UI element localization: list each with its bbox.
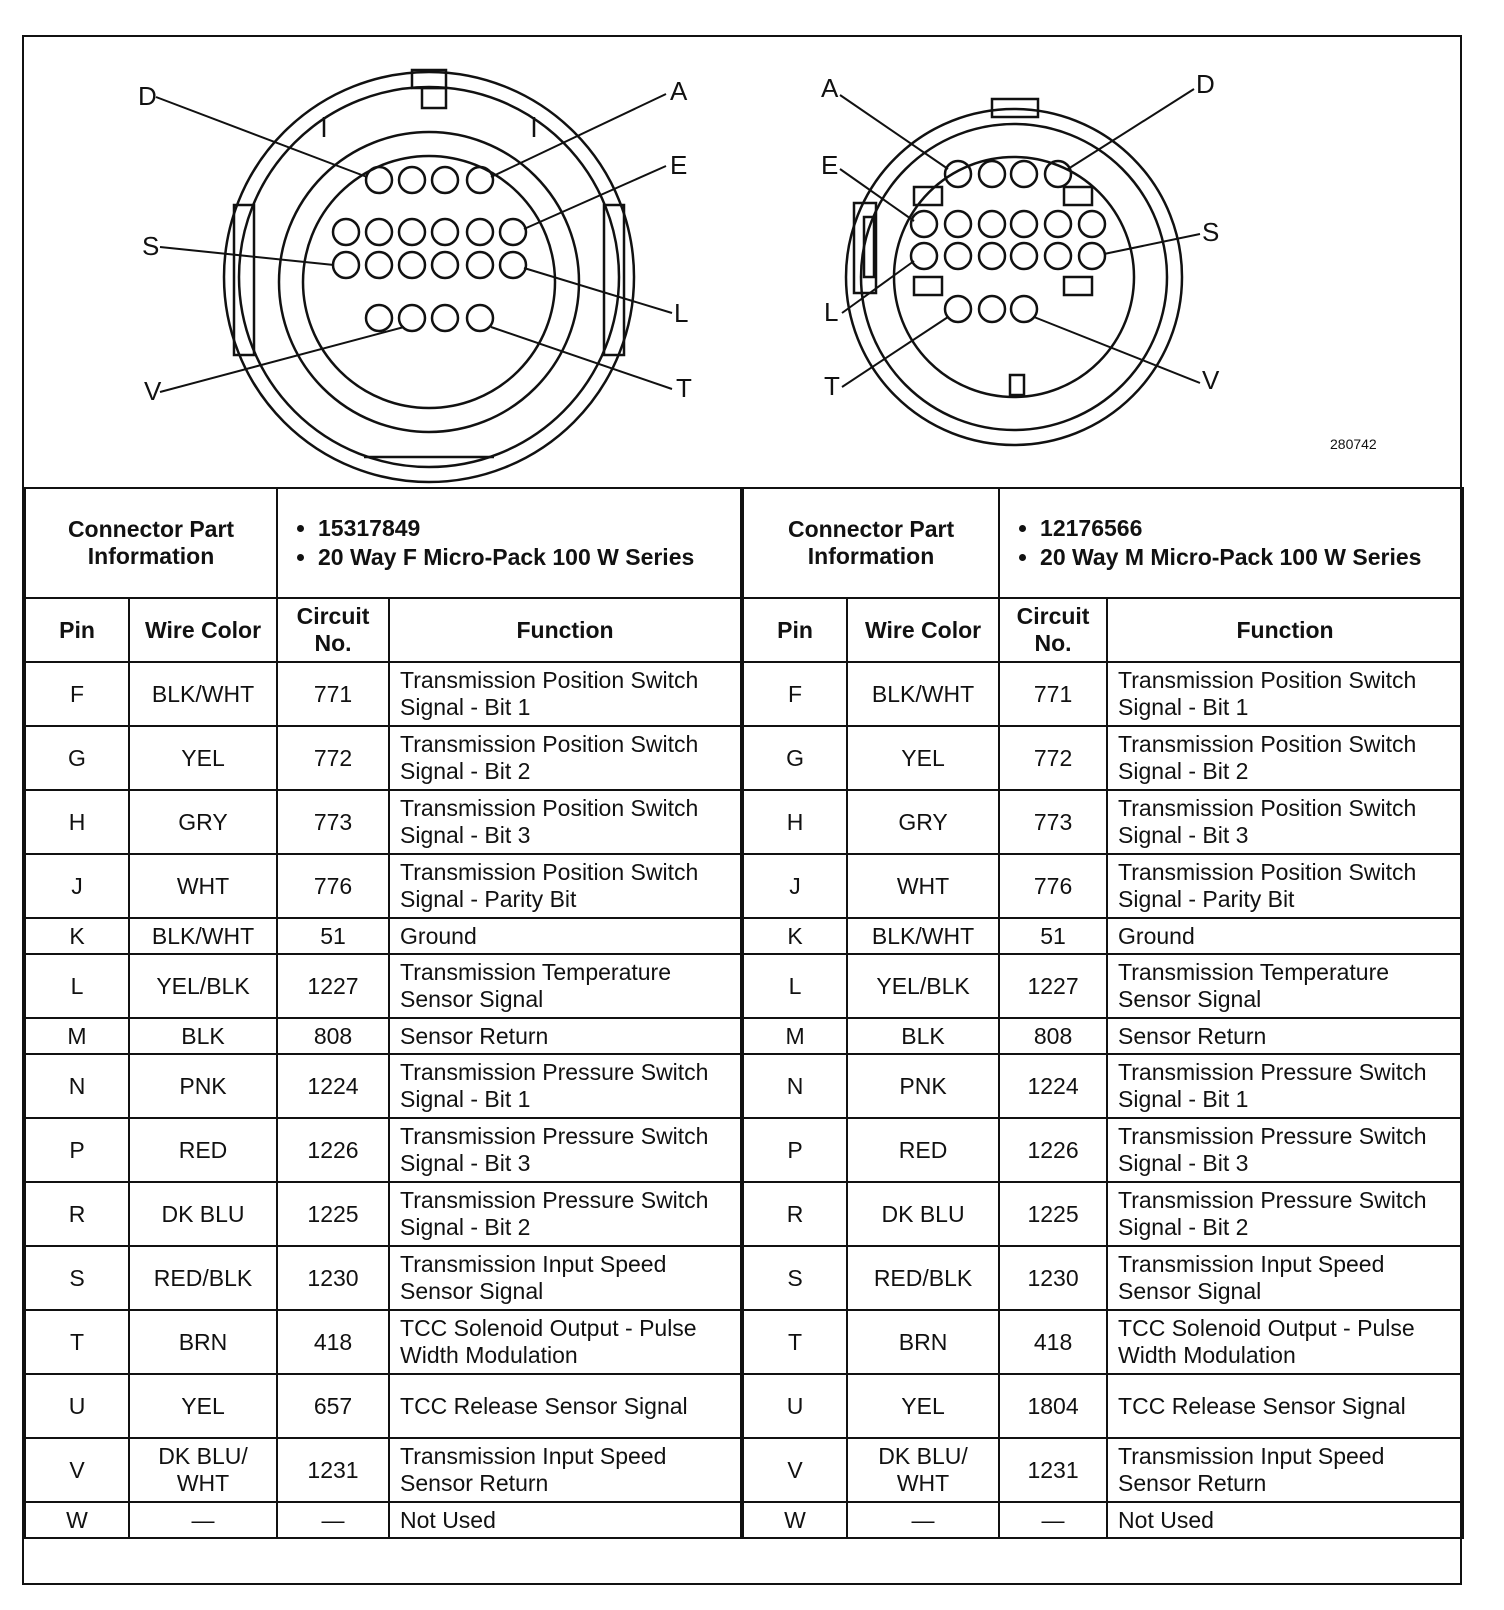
pin-hole xyxy=(1011,211,1037,237)
wire-color-cell: — xyxy=(129,1502,277,1538)
header-pin: Pin xyxy=(743,598,847,662)
pin-hole xyxy=(366,305,392,331)
leader-line xyxy=(524,268,672,313)
wire-color-cell: GRY xyxy=(129,790,277,854)
circuit-cell: 1227 xyxy=(277,954,389,1018)
table-row xyxy=(25,1310,741,1374)
wire-color-cell: BRN xyxy=(847,1310,999,1374)
function-cell: Ground xyxy=(1107,918,1463,954)
function-cell: TCC Solenoid Output - Pulse Width Modulation xyxy=(389,1310,741,1374)
circuit-cell: 51 xyxy=(277,918,389,954)
pin-cell: T xyxy=(743,1310,847,1374)
connector-diagram xyxy=(24,37,1460,487)
wire-color-cell: BLK/WHT xyxy=(129,918,277,954)
table-row xyxy=(25,1054,741,1118)
function-cell: Transmission Position Switch Signal - Parity Bit xyxy=(1107,854,1463,918)
left-table-body xyxy=(25,488,741,1538)
table-row xyxy=(743,854,1463,918)
circuit-cell: 773 xyxy=(277,790,389,854)
wire-color-cell: YEL xyxy=(129,1374,277,1438)
circuit-cell: 1224 xyxy=(277,1054,389,1118)
wire-color-cell: YEL/BLK xyxy=(129,954,277,1018)
circuit-cell: 418 xyxy=(999,1310,1107,1374)
pin-cell: P xyxy=(743,1118,847,1182)
part-number: • 15317849 xyxy=(318,515,730,542)
wire-color-cell: DK BLU/ WHT xyxy=(129,1438,277,1502)
function-cell: Transmission Pressure Switch Signal - Bit 1 xyxy=(1107,1054,1463,1118)
pin-hole xyxy=(1079,243,1105,269)
circuit-cell: 1804 xyxy=(999,1374,1107,1438)
pin-hole xyxy=(432,219,458,245)
circuit-cell: 1224 xyxy=(999,1054,1107,1118)
pin-cell: G xyxy=(743,726,847,790)
table-row xyxy=(25,854,741,918)
wire-color-cell: BLK/WHT xyxy=(847,662,999,726)
right-label-l: L xyxy=(824,297,839,327)
left-label-s: S xyxy=(142,231,160,261)
function-cell: Transmission Input Speed Sensor Signal xyxy=(389,1246,741,1310)
function-cell: Transmission Position Switch Signal - Bit 2 xyxy=(1107,726,1463,790)
pin-hole xyxy=(1045,243,1071,269)
pin-hole xyxy=(399,219,425,245)
function-cell: Not Used xyxy=(389,1502,741,1538)
pin-cell: R xyxy=(743,1182,847,1246)
table-row xyxy=(743,1246,1463,1310)
right-table-body xyxy=(743,488,1463,1538)
part-number: • 12176566 xyxy=(1040,515,1452,542)
header-pin: Pin xyxy=(25,598,129,662)
function-cell: Transmission Temperature Sensor Signal xyxy=(389,954,741,1018)
left-label-d: D xyxy=(138,81,157,111)
pin-cell: T xyxy=(25,1310,129,1374)
pin-hole xyxy=(366,252,392,278)
pin-cell: F xyxy=(743,662,847,726)
circuit-cell: 1226 xyxy=(277,1118,389,1182)
function-cell: Transmission Position Switch Signal - Bit 1 xyxy=(1107,662,1463,726)
circuit-cell: 808 xyxy=(999,1018,1107,1054)
table-row xyxy=(25,1018,741,1054)
table-row xyxy=(743,1118,1463,1182)
pin-cell: K xyxy=(743,918,847,954)
pin-hole xyxy=(467,219,493,245)
pin-hole xyxy=(467,252,493,278)
right-label-s: S xyxy=(1202,217,1220,247)
pin-cell: V xyxy=(25,1438,129,1502)
table-row xyxy=(25,790,741,854)
pin-hole xyxy=(1011,296,1037,322)
function-cell: Transmission Temperature Sensor Signal xyxy=(1107,954,1463,1018)
wire-color-cell: BLK/WHT xyxy=(129,662,277,726)
pin-hole xyxy=(979,161,1005,187)
wire-color-cell: — xyxy=(847,1502,999,1538)
table-row xyxy=(25,918,741,954)
wire-color-cell: BLK xyxy=(129,1018,277,1054)
wire-color-cell: DK BLU xyxy=(129,1182,277,1246)
circuit-cell: 773 xyxy=(999,790,1107,854)
circuit-cell: — xyxy=(999,1502,1107,1538)
leader-line xyxy=(491,327,672,389)
function-cell: Transmission Pressure Switch Signal - Bit 3 xyxy=(389,1118,741,1182)
wire-color-cell: DK BLU/ WHT xyxy=(847,1438,999,1502)
pin-hole xyxy=(467,305,493,331)
pin-hole xyxy=(500,252,526,278)
function-cell: TCC Release Sensor Signal xyxy=(389,1374,741,1438)
part-info xyxy=(277,488,741,598)
circuit-cell: 808 xyxy=(277,1018,389,1054)
pin-cell: F xyxy=(25,662,129,726)
pin-hole xyxy=(432,252,458,278)
pin-cell: J xyxy=(743,854,847,918)
right-pinout-table xyxy=(742,487,1464,1539)
wire-color-cell: YEL xyxy=(129,726,277,790)
circuit-cell: 1231 xyxy=(999,1438,1107,1502)
pin-cell: N xyxy=(25,1054,129,1118)
pin-cell: L xyxy=(25,954,129,1018)
table-row xyxy=(25,954,741,1018)
leader-line xyxy=(1104,234,1200,254)
circuit-cell: 1225 xyxy=(277,1182,389,1246)
pin-hole xyxy=(333,219,359,245)
pin-hole xyxy=(366,167,392,193)
circuit-cell: 771 xyxy=(277,662,389,726)
circuit-cell: 776 xyxy=(277,854,389,918)
table-row xyxy=(743,1054,1463,1118)
pin-cell: J xyxy=(25,854,129,918)
pin-cell: U xyxy=(743,1374,847,1438)
pin-cell: S xyxy=(743,1246,847,1310)
pin-cell: M xyxy=(25,1018,129,1054)
header-wire-color: Wire Color xyxy=(847,598,999,662)
right-label-e: E xyxy=(821,150,839,180)
wire-color-cell: RED xyxy=(129,1118,277,1182)
leader-line xyxy=(491,94,666,177)
wire-color-cell: RED/BLK xyxy=(847,1246,999,1310)
function-cell: Transmission Position Switch Signal - Bit 2 xyxy=(389,726,741,790)
header-circuit: Circuit No. xyxy=(999,598,1107,662)
pin-hole xyxy=(979,296,1005,322)
left-label-t: T xyxy=(676,373,692,403)
info-label: Connector Part Information xyxy=(743,488,999,598)
table-row xyxy=(743,1018,1463,1054)
function-cell: Transmission Position Switch Signal - Parity Bit xyxy=(389,854,741,918)
circuit-cell: 1225 xyxy=(999,1182,1107,1246)
circuit-cell: 772 xyxy=(999,726,1107,790)
header-wire-color: Wire Color xyxy=(129,598,277,662)
function-cell: Transmission Position Switch Signal - Bit 1 xyxy=(389,662,741,726)
left-label-v: V xyxy=(144,376,162,406)
pin-cell: N xyxy=(743,1054,847,1118)
pin-cell: H xyxy=(743,790,847,854)
pin-hole xyxy=(500,219,526,245)
function-cell: Transmission Pressure Switch Signal - Bit 2 xyxy=(389,1182,741,1246)
table-row xyxy=(743,1502,1463,1538)
pinout-tables xyxy=(24,487,1460,1539)
part-description: • 20 Way F Micro-Pack 100 W Series xyxy=(318,544,730,571)
pin-hole xyxy=(979,243,1005,269)
pin-cell: M xyxy=(743,1018,847,1054)
wire-color-cell: RED/BLK xyxy=(129,1246,277,1310)
function-cell: Transmission Input Speed Sensor Return xyxy=(389,1438,741,1502)
figure-number: 280742 xyxy=(1330,436,1377,452)
table-row xyxy=(743,954,1463,1018)
wire-color-cell: PNK xyxy=(129,1054,277,1118)
circuit-cell: 776 xyxy=(999,854,1107,918)
pin-hole xyxy=(945,296,971,322)
left-label-l: L xyxy=(674,298,689,328)
header-circuit: Circuit No. xyxy=(277,598,389,662)
pin-hole xyxy=(945,211,971,237)
pin-cell: W xyxy=(743,1502,847,1538)
right-connector-leaders xyxy=(840,89,1200,387)
pin-cell: P xyxy=(25,1118,129,1182)
function-cell: Transmission Pressure Switch Signal - Bit 1 xyxy=(389,1054,741,1118)
right-connector-pins xyxy=(911,161,1105,322)
table-row xyxy=(25,1182,741,1246)
pin-cell: U xyxy=(25,1374,129,1438)
pin-hole xyxy=(366,219,392,245)
pin-hole xyxy=(333,252,359,278)
function-cell: Sensor Return xyxy=(389,1018,741,1054)
header-function: Function xyxy=(1107,598,1463,662)
pin-hole xyxy=(467,167,493,193)
table-row xyxy=(25,1118,741,1182)
circuit-cell: 1226 xyxy=(999,1118,1107,1182)
wire-color-cell: YEL/BLK xyxy=(847,954,999,1018)
leader-line xyxy=(842,317,948,387)
function-cell: Sensor Return xyxy=(1107,1018,1463,1054)
part-description: • 20 Way M Micro-Pack 100 W Series xyxy=(1040,544,1452,571)
left-connector-pins xyxy=(333,167,526,331)
table-row xyxy=(25,1438,741,1502)
pin-hole xyxy=(1011,161,1037,187)
pin-cell: W xyxy=(25,1502,129,1538)
table-row xyxy=(743,1374,1463,1438)
pin-cell: R xyxy=(25,1182,129,1246)
function-cell: Ground xyxy=(389,918,741,954)
function-cell: Transmission Pressure Switch Signal - Bit 2 xyxy=(1107,1182,1463,1246)
wire-color-cell: DK BLU xyxy=(847,1182,999,1246)
pin-hole xyxy=(399,167,425,193)
leader-line xyxy=(160,327,404,392)
right-label-v: V xyxy=(1202,365,1220,395)
function-cell: TCC Release Sensor Signal xyxy=(1107,1374,1463,1438)
function-cell: Transmission Position Switch Signal - Bit 3 xyxy=(389,790,741,854)
function-cell: Not Used xyxy=(1107,1502,1463,1538)
table-row xyxy=(743,790,1463,854)
leader-line xyxy=(156,97,367,177)
wire-color-cell: BRN xyxy=(129,1310,277,1374)
table-row xyxy=(743,1438,1463,1502)
wire-color-cell: WHT xyxy=(847,854,999,918)
connector-sheet xyxy=(22,35,1462,1585)
table-row xyxy=(25,662,741,726)
circuit-cell: 772 xyxy=(277,726,389,790)
table-row xyxy=(25,1246,741,1310)
pin-hole xyxy=(979,211,1005,237)
circuit-cell: 1230 xyxy=(999,1246,1107,1310)
left-pinout-table xyxy=(24,487,742,1539)
info-label: Connector Part Information xyxy=(25,488,277,598)
header-function: Function xyxy=(389,598,741,662)
left-connector-face xyxy=(224,70,634,482)
table-row xyxy=(743,726,1463,790)
function-cell: Transmission Input Speed Sensor Signal xyxy=(1107,1246,1463,1310)
circuit-cell: 657 xyxy=(277,1374,389,1438)
table-row xyxy=(25,726,741,790)
leader-line xyxy=(524,166,666,229)
left-label-a: A xyxy=(670,76,688,106)
left-label-e: E xyxy=(670,150,688,180)
wire-color-cell: BLK xyxy=(847,1018,999,1054)
right-connector-face xyxy=(846,99,1182,445)
wire-color-cell: BLK/WHT xyxy=(847,918,999,954)
circuit-cell: 51 xyxy=(999,918,1107,954)
wire-color-cell: YEL xyxy=(847,726,999,790)
pin-cell: V xyxy=(743,1438,847,1502)
function-cell: Transmission Pressure Switch Signal - Bit 3 xyxy=(1107,1118,1463,1182)
circuit-cell: 1227 xyxy=(999,954,1107,1018)
table-row xyxy=(25,1502,741,1538)
right-label-d: D xyxy=(1196,69,1215,99)
pin-cell: H xyxy=(25,790,129,854)
pin-cell: K xyxy=(25,918,129,954)
pin-cell: G xyxy=(25,726,129,790)
circuit-cell: 771 xyxy=(999,662,1107,726)
pin-hole xyxy=(432,305,458,331)
pin-hole xyxy=(399,252,425,278)
right-label-t: T xyxy=(824,371,840,401)
wire-color-cell: PNK xyxy=(847,1054,999,1118)
table-row xyxy=(25,1374,741,1438)
pin-hole xyxy=(1045,211,1071,237)
pin-cell: S xyxy=(25,1246,129,1310)
pin-hole xyxy=(1011,243,1037,269)
pin-hole xyxy=(1079,211,1105,237)
circuit-cell: — xyxy=(277,1502,389,1538)
function-cell: TCC Solenoid Output - Pulse Width Modulation xyxy=(1107,1310,1463,1374)
circuit-cell: 1230 xyxy=(277,1246,389,1310)
pin-hole xyxy=(911,243,937,269)
wire-color-cell: WHT xyxy=(129,854,277,918)
circuit-cell: 418 xyxy=(277,1310,389,1374)
table-row xyxy=(743,1182,1463,1246)
pin-hole xyxy=(911,211,937,237)
pin-hole xyxy=(432,167,458,193)
table-row xyxy=(743,918,1463,954)
pin-cell: L xyxy=(743,954,847,1018)
table-row xyxy=(743,662,1463,726)
circuit-cell: 1231 xyxy=(277,1438,389,1502)
table-row xyxy=(743,1310,1463,1374)
wire-color-cell: RED xyxy=(847,1118,999,1182)
wire-color-cell: GRY xyxy=(847,790,999,854)
part-info xyxy=(999,488,1463,598)
wire-color-cell: YEL xyxy=(847,1374,999,1438)
pin-hole xyxy=(945,161,971,187)
pin-hole xyxy=(945,243,971,269)
right-label-a: A xyxy=(821,73,839,103)
function-cell: Transmission Input Speed Sensor Return xyxy=(1107,1438,1463,1502)
function-cell: Transmission Position Switch Signal - Bit 3 xyxy=(1107,790,1463,854)
